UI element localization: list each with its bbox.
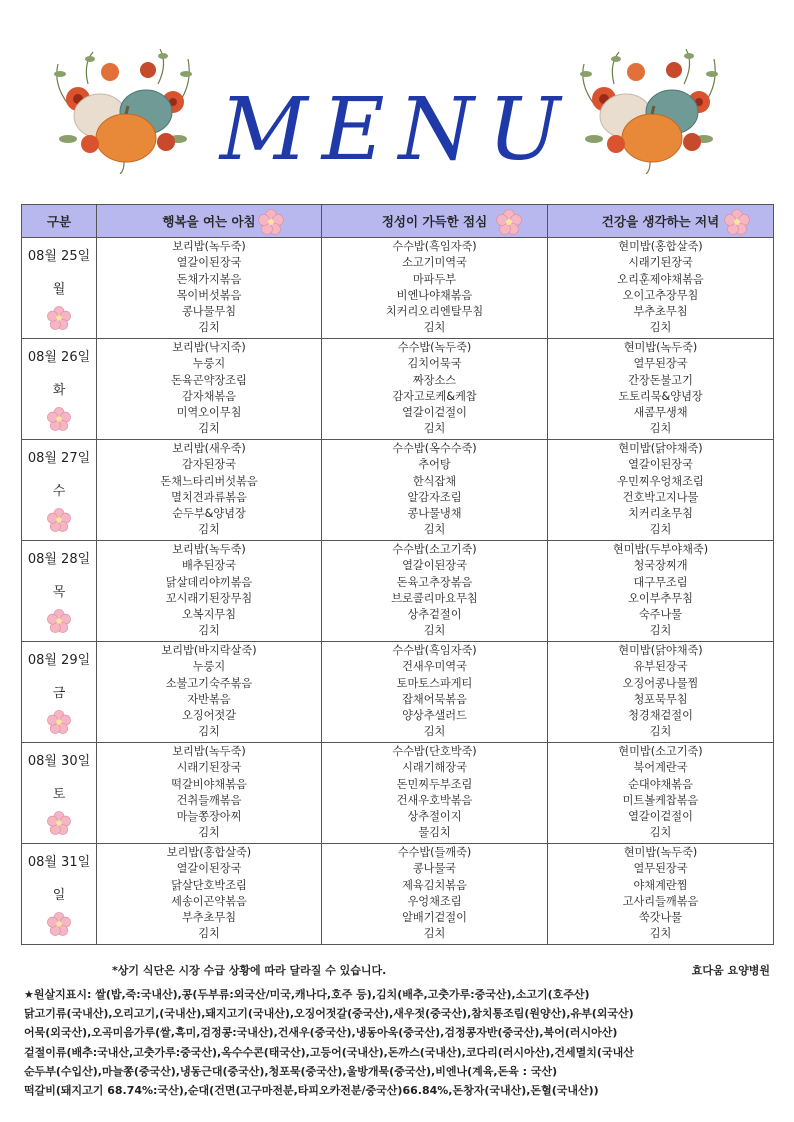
weekday-label: 토 [52,787,66,802]
menu-item: 오이고추장무침 [622,288,699,302]
menu-item: 김치 [649,321,672,335]
menu-item: 현미밥(닭야채죽) [618,442,703,455]
menu-item: 열갈이겉절이 [402,406,467,420]
cherry-blossom-icon [46,507,72,533]
lunch-cell [322,238,548,339]
origin-line: 어묵(외국산),오곡미음가루(쌀,흑미,검정콩:국내산),건새우(중국산),냉동아욱(중국산),검정콩자반(중국산),북어(러시아산) [24,1026,618,1040]
menu-item: 김치 [198,725,220,739]
menu-item: 김치 [649,826,672,840]
menu-item: 김치 [198,826,220,840]
menu-item: 김치 [423,422,446,436]
menu-item: 부추초무침 [181,911,237,925]
menu-item: 열갈이된장국 [628,458,693,472]
menu-item: 현미밥(홍합살죽) [618,240,703,253]
menu-item: 수수밥(소고기죽) [392,543,477,556]
breakfast-cell [97,743,322,844]
table-row [22,238,774,339]
menu-table [21,204,774,945]
menu-item: 오징어젓갈 [181,709,237,723]
menu-item: 오리훈제야채볶음 [617,272,704,286]
menu-item: 닭살단호박조림 [171,878,247,892]
menu-item: 돈채가지볶음 [176,272,242,286]
menu-item: 세송이곤약볶음 [171,894,247,908]
menu-item: 감자채볶음 [181,389,237,403]
menu-item: 고사리들깨볶음 [622,894,699,908]
menu-item: 감자된장국 [181,458,237,472]
menu-item: 물김치 [418,826,451,840]
menu-item: 쑥갓나물 [638,911,683,925]
menu-item: 마늘쫑장아찌 [176,810,242,824]
cherry-blossom-icon [46,709,72,735]
date-label: 08월 25일 [27,249,91,264]
menu-item: 돈육고추장볶음 [396,575,473,589]
header-dinner: 건강을 생각하는 저녁 [548,205,774,238]
weekday-label: 수 [52,484,66,499]
menu-item: 김치어묵국 [407,357,462,371]
menu-item: 알배기겉절이 [402,911,467,925]
menu-item: 보리밥(낙지죽) [172,341,246,354]
menu-item: 현미밥(녹두죽) [623,341,698,354]
dinner-cell [548,339,774,440]
table-row [22,743,774,844]
dinner-cell [548,844,774,945]
menu-item: 숙주나물 [638,608,683,622]
menu-item: 시래기된장국 [628,256,693,270]
menu-item: 비엔나야채볶음 [396,288,473,302]
menu-item: 우민찌우엉채조림 [617,474,704,488]
menu-item: 콩나물국 [412,862,457,876]
menu-item: 현미밥(소고기죽) [618,745,703,758]
notice-text: *상기 식단은 시장 수급 상황에 따라 달라질 수 있습니다. [112,964,387,977]
menu-item: 브로콜리마요무침 [391,591,478,605]
menu-item: 보리밥(녹두죽) [172,543,246,556]
pumpkin-bouquet-right-image [574,44,724,174]
menu-item: 도토리묵&양념장 [618,389,703,403]
date-label: 08월 31일 [27,855,91,870]
origin-line: 떡갈비(돼지고기 68.74%:국산),순대(건면(고구마전분,타피오카전분/중국산)66.84%,돈창자(국내산),돈혈(국내산)) [24,1084,599,1098]
menu-item: 양상추샐러드 [402,709,467,723]
menu-item: 콩나물무침 [181,305,237,319]
header-lunch: 정성이 가득한 점심 [322,205,548,238]
menu-item: 시래기해장국 [402,761,467,775]
dinner-cell [548,541,774,642]
page-title: MENU [219,80,575,180]
header-category: 구분 [22,205,97,238]
origin-line: 닭고기류(국내산),오리고기,(국내산),돼지고기(국내산),오징어젓갈(중국산),새우젓(중국산),참치통조림(원양산),유부(외국산) [24,1007,634,1021]
header-breakfast: 행복을 여는 아침 [97,205,322,238]
menu-item: 오복지무침 [181,608,237,622]
menu-item: 돈민찌두부조림 [396,777,473,791]
date-label: 08월 27일 [27,451,91,466]
menu-item: 누룽지 [192,660,226,674]
menu-item: 수수밥(단호박죽) [392,745,477,758]
dinner-cell [548,238,774,339]
dinner-cell [548,642,774,743]
dinner-cell [548,440,774,541]
menu-item: 김치 [423,523,446,537]
weekday-label: 금 [52,686,66,701]
menu-item: 감자고로케&케찹 [392,389,477,403]
menu-item: 청국장찌개 [633,559,688,573]
menu-item: 현미밥(닭야채죽) [618,644,703,657]
menu-item: 자반볶음 [187,692,231,706]
menu-item: 김치 [198,624,220,638]
lunch-cell [322,440,548,541]
breakfast-cell [97,642,322,743]
menu-item: 오이부추무침 [628,591,693,605]
menu-item: 수수밥(흑임자죽) [392,644,477,657]
day-cell [22,541,97,642]
cherry-blossom-icon [46,810,72,836]
menu-item: 보리밥(녹두죽) [172,745,246,758]
menu-item: 목이버섯볶음 [176,288,242,302]
menu-item: 청경채겉절이 [628,709,693,723]
table-header-row [22,205,774,238]
cherry-blossom-icon [46,305,72,331]
menu-item: 수수밥(녹두죽) [397,341,472,354]
pumpkin-bouquet-left-image [48,44,198,174]
day-cell [22,440,97,541]
menu-item: 김치 [423,624,446,638]
breakfast-cell [97,339,322,440]
lunch-cell [322,541,548,642]
menu-item: 알감자조림 [407,490,462,504]
menu-item: 수수밥(들깨죽) [397,846,472,859]
menu-item: 돈채느타리버섯볶음 [160,474,258,488]
menu-item: 한식잡채 [412,474,457,488]
origin-info [24,985,774,1100]
dinner-cell [548,743,774,844]
date-label: 08월 30일 [27,754,91,769]
menu-item: 보리밥(녹두죽) [172,240,246,253]
day-cell [22,743,97,844]
menu-item: 김치 [423,927,446,941]
menu-item: 김치 [423,725,446,739]
menu-item: 김치 [649,523,672,537]
menu-item: 김치 [423,321,446,335]
menu-item: 치커리오리엔탈무침 [385,305,484,319]
menu-item: 건호박고지나물 [622,490,699,504]
breakfast-cell [97,440,322,541]
menu-item: 미트볼케찹볶음 [622,793,699,807]
menu-item: 소불고기숙주볶음 [165,676,253,690]
table-row [22,339,774,440]
menu-item: 보리밥(새우죽) [172,442,246,455]
menu-item: 우엉채조림 [407,894,462,908]
menu-item: 김치 [649,725,672,739]
menu-item: 미역오이무침 [176,406,242,420]
menu-item: 김치 [649,624,672,638]
weekday-label: 일 [52,888,66,903]
menu-item: 닭살데리야끼볶음 [165,575,253,589]
menu-item: 유부된장국 [633,660,688,674]
menu-item: 잡채어묵볶음 [402,692,467,706]
date-label: 08월 28일 [27,552,91,567]
menu-item: 건새우미역국 [402,660,467,674]
menu-item: 순대야채볶음 [628,777,693,791]
menu-item: 건취들깨볶음 [176,793,242,807]
menu-item: 돈육곤약장조림 [171,373,247,387]
menu-item: 김치 [649,422,672,436]
cherry-blossom-icon [46,911,72,937]
lunch-cell [322,743,548,844]
menu-item: 배추된장국 [181,559,237,573]
menu-item: 추어탕 [418,458,451,472]
menu-item: 청포묵무침 [633,692,688,706]
menu-item: 현미밥(녹두죽) [623,846,698,859]
menu-item: 열무된장국 [633,357,688,371]
weekday-label: 목 [52,585,66,600]
menu-item: 누룽지 [192,357,226,371]
cherry-blossom-icon [46,608,72,634]
menu-item: 열갈이겉절이 [628,810,693,824]
menu-item: 부추초무침 [633,305,688,319]
hospital-name: 효다움 요양병원 [691,964,770,977]
breakfast-cell [97,844,322,945]
menu-item: 보리밥(홍합살죽) [166,846,252,859]
menu-item: 열갈이된장국 [176,862,242,876]
menu-item: 열갈이된장국 [176,256,242,270]
lunch-cell [322,844,548,945]
menu-item: 현미밥(두부야채죽) [612,543,709,556]
menu-item: 새콤무생채 [633,406,688,420]
menu-item: 상추절이지 [407,810,462,824]
menu-item: 북어계란국 [633,761,688,775]
date-label: 08월 29일 [27,653,91,668]
menu-item: 오징어콩나물찜 [622,676,699,690]
menu-item: 건새우호박볶음 [396,793,473,807]
menu-item: 김치 [198,422,220,436]
cherry-blossom-icon [723,208,751,236]
date-label: 08월 26일 [27,350,91,365]
table-row [22,440,774,541]
menu-item: 야채계란찜 [633,878,688,892]
day-cell [22,642,97,743]
menu-item: 김치 [198,927,220,941]
breakfast-cell [97,541,322,642]
menu-item: 수수밥(흑임자죽) [392,240,477,253]
breakfast-cell [97,238,322,339]
menu-item: 멸치견과류볶음 [171,490,247,504]
menu-item: 치커리초무침 [628,507,693,521]
menu-item: 토마토스파게티 [396,676,473,690]
menu-item: 간장돈불고기 [628,373,693,387]
lunch-cell [322,642,548,743]
cherry-blossom-icon [257,208,285,236]
origin-line: 순두부(수입산),마늘쫑(중국산),냉동근대(중국산),청포묵(중국산),울방개묵(중국산),비엔나(계육,돈육 : 국산) [24,1064,558,1078]
cherry-blossom-icon [46,406,72,432]
menu-item: 꼬시래기된장무침 [165,591,253,605]
menu-item: 김치 [198,321,220,335]
menu-item: 떡갈비야채볶음 [171,777,247,791]
menu-item: 콩나물냉채 [407,507,462,521]
menu-item: 순두부&양념장 [172,507,246,521]
origin-line: ★원살지표시: 쌀(밥,죽:국내산),콩(두부류:외국산/미국,캐나다,호주 등),김치(배추,고춧가루:중국산),소고기(호주산) [24,988,590,1001]
weekday-label: 월 [52,282,66,297]
menu-item: 시래기된장국 [176,761,242,775]
origin-line: 겉절이류(배추:국내산,고춧가루:중국산),옥수수콘(태국산),고등어(국내산),돈까스(국내산),코다리(러시아산),건세멸치(국내산 [24,1045,634,1059]
table-row [22,642,774,743]
table-row [22,844,774,945]
cherry-blossom-icon [495,208,523,236]
day-cell [22,339,97,440]
menu-item: 열무된장국 [633,862,688,876]
lunch-cell [322,339,548,440]
menu-item: 보리밥(바지락살죽) [161,644,257,657]
menu-item: 대구무조림 [633,575,688,589]
menu-item: 마파두부 [412,272,457,286]
menu-item: 김치 [198,523,220,537]
weekday-label: 화 [52,383,66,398]
day-cell [22,238,97,339]
day-cell [22,844,97,945]
menu-item: 소고기미역국 [402,256,467,270]
menu-item: 김치 [649,927,672,941]
table-row [22,541,774,642]
menu-item: 제육김치볶음 [402,878,467,892]
menu-item: 짜장소스 [412,373,457,387]
menu-item: 수수밥(옥수수죽) [392,442,477,455]
menu-item: 열갈이된장국 [402,559,467,573]
menu-item: 상추겉절이 [407,608,462,622]
